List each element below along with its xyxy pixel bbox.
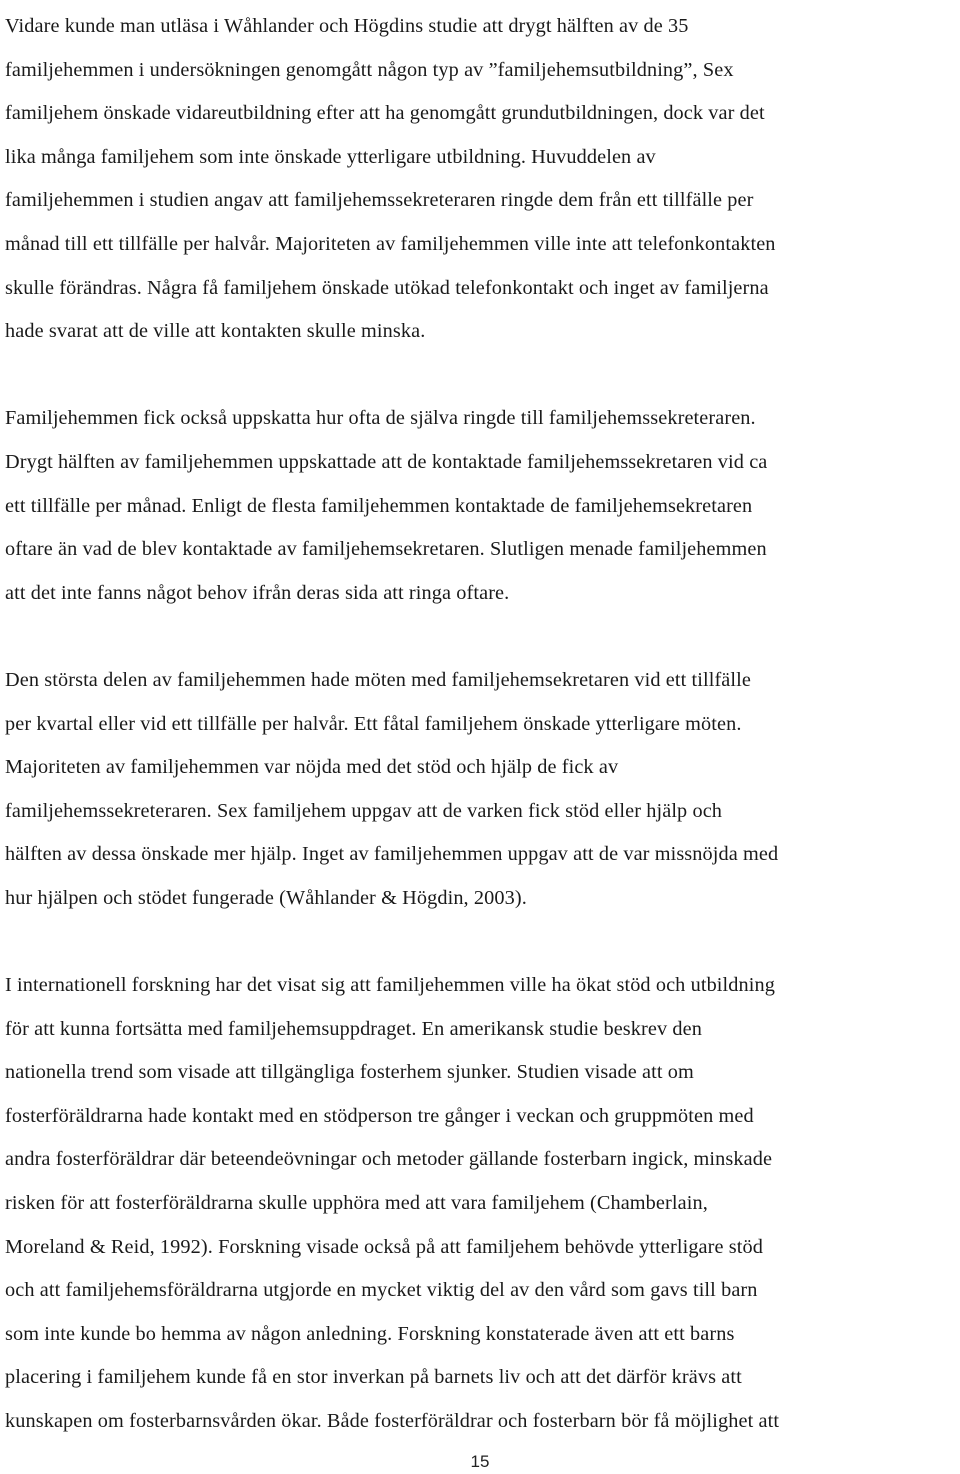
text-line: månad till ett tillfälle per halvår. Majoriteten av familjehemmen ville inte att telefonkontakten (5, 232, 776, 255)
text-line: lika många familjehem som inte önskade ytterligare utbildning. Huvuddelen av (5, 145, 656, 168)
text-line: placering i familjehem kunde få en stor inverkan på barnets liv och att det därför krävs att (5, 1366, 742, 1389)
text-line: per kvartal eller vid ett tillfälle per halvår. Ett fåtal familjehem önskade ytterligare möten. (5, 712, 742, 735)
text-line: Vidare kunde man utläsa i Wåhlander och Högdins studie att drygt hälften av de 35 (5, 15, 689, 37)
text-line: för att kunna fortsätta med familjehemsuppdraget. En amerikansk studie beskrev den (5, 1017, 702, 1040)
text-line: familjehemssekreteraren. Sex familjehem uppgav att de varken fick stöd eller hjälp och (5, 799, 723, 822)
text-line: Drygt hälften av familjehemmen uppskattade att de kontaktade familjehemssekretaren vid ca (5, 450, 768, 473)
document-body (5, 0, 960, 1444)
text-line: andra fosterföräldrar där beteendeövningar och metoder gällande fosterbarn ingick, minskade (5, 1148, 773, 1171)
text-line: Moreland & Reid, 1992). Forskning visade också på att familjehem behövde ytterligare stöd (5, 1235, 763, 1258)
text-line: skulle förändras. Några få familjehem önskade utökad telefonkontakt och inget av familjerna (5, 276, 769, 299)
text-line: hade svarat att de ville att kontakten skulle minska. (5, 320, 426, 343)
paragraph-spacer (5, 615, 960, 659)
text-line: familjehemmen i studien angav att familjehemssekreteraren ringde dem från ett tillfälle per (5, 189, 754, 212)
text-line: att det inte fanns något behov ifrån deras sida att ringa oftare. (5, 581, 510, 604)
text-line: Den största delen av familjehemmen hade möten med familjehemsekretaren vid ett tillfälle (5, 668, 751, 691)
text-line: oftare än vad de blev kontaktade av familjehemsekretaren. Slutligen menade familjehemmen (5, 538, 767, 561)
text-line: ett tillfälle per månad. Enligt de flesta familjehemmen kontaktade de familjehemsekretaren (5, 494, 753, 517)
text-line: som inte kunde bo hemma av någon anledning. Forskning konstaterade även att ett barns (5, 1322, 735, 1345)
text-line: Familjehemmen fick också uppskatta hur ofta de själva ringde till familjehemssekreteraren. (5, 407, 756, 430)
paragraph-spacer (5, 920, 960, 964)
text-line: Majoriteten av familjehemmen var nöjda med det stöd och hjälp de fick av (5, 756, 619, 779)
text-line: fosterföräldrarna hade kontakt med en stödperson tre gånger i veckan och gruppmöten med (5, 1104, 754, 1127)
paragraph-2 (5, 397, 960, 615)
text-line: risken för att fosterföräldrarna skulle upphöra med att vara familjehem (Chamberlain, (5, 1192, 708, 1215)
text-line: nationella trend som visade att tillgängliga fosterhem sjunker. Studien visade att om (5, 1061, 694, 1084)
text-line: familjehem önskade vidareutbildning efter att ha genomgått grundutbildningen, dock var det (5, 102, 765, 125)
paragraph-4 (5, 964, 960, 1444)
paragraph-spacer (5, 354, 960, 398)
text-line: och att familjehemsföräldrarna utgjorde en mycket viktig del av den vård som gavs till barn (5, 1279, 758, 1302)
paragraph-1 (5, 5, 960, 354)
page-number: 15 (470, 1452, 490, 1471)
paragraph-3 (5, 659, 960, 921)
text-line: I internationell forskning har det visat sig att familjehemmen ville ha ökat stöd och utbildning (5, 974, 775, 997)
text-line: familjehemmen i undersökningen genomgått någon typ av ”familjehemsutbildning”, Sex (5, 58, 734, 81)
text-line: hälften av dessa önskade mer hjälp. Inget av familjehemmen uppgav att de var missnöjda med (5, 843, 779, 866)
text-line: kunskapen om fosterbarnsvården ökar. Både fosterföräldrar och fosterbarn bör få möjlighet att (5, 1410, 780, 1432)
text-line: hur hjälpen och stödet fungerade (Wåhlander & Högdin, 2003). (5, 886, 527, 909)
